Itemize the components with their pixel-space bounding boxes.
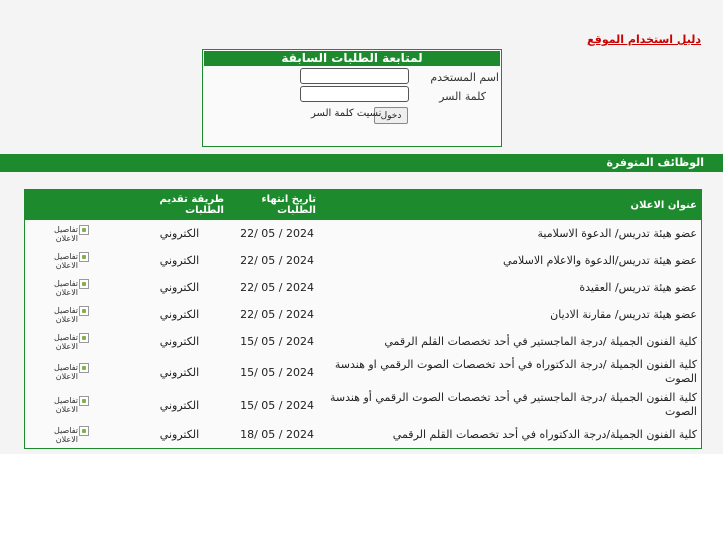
- password-input[interactable]: [300, 86, 409, 102]
- details-alt-text: تفاصيل الاعلان: [54, 425, 78, 444]
- details-alt-text: تفاصيل الاعلان: [54, 251, 78, 270]
- table-row: [25, 274, 701, 301]
- login-button[interactable]: دخول: [374, 107, 408, 124]
- job-title-cell: كلية الفنون الجميلة/درجة الدكتوراه في أحد تخصصات القلم الرقمي: [392, 427, 697, 441]
- job-title-cell: عضو هيئة تدريس/ العقيدة: [579, 280, 697, 294]
- announcement-details-link[interactable]: [49, 306, 89, 324]
- site-guide-link[interactable]: دليل استخدام الموقع: [587, 33, 701, 46]
- details-alt-text: تفاصيل الاعلان: [54, 363, 78, 381]
- details-alt-text: تفاصيل الاعلان: [54, 305, 78, 324]
- username-label: اسم المستخدم: [430, 71, 499, 84]
- announcement-details-link[interactable]: [49, 252, 89, 270]
- broken-image-icon: [79, 252, 89, 262]
- method-cell: الكتروني: [159, 398, 200, 412]
- method-cell: الكتروني: [159, 335, 200, 348]
- details-cell: [25, 225, 131, 243]
- header-details: [25, 190, 131, 220]
- details-cell: [25, 252, 131, 270]
- details-alt-text: تفاصيل الاعلان: [54, 332, 78, 351]
- table-body: [25, 220, 701, 448]
- table-row: [25, 220, 701, 247]
- job-title-cell: عضو هيئة تدريس/ مقارنة الاديان: [550, 307, 697, 321]
- details-alt-text: تفاصيل الاعلان: [54, 278, 78, 297]
- deadline-cell: 22/ 05 / 2024: [240, 281, 314, 294]
- broken-image-icon: [79, 363, 89, 373]
- job-title-cell: كلية الفنون الجميلة /درجة الماجستير في أحد تخصصات الصوت الرقمي أو هندسة الصوت: [329, 391, 697, 418]
- job-title-cell: عضو هيئة تدريس/الدعوة والاعلام الاسلامي: [503, 253, 697, 267]
- deadline-cell: 18/ 05 / 2024: [240, 428, 314, 441]
- jobs-table: [24, 189, 702, 449]
- deadline-cell: 22/ 05 / 2024: [240, 254, 314, 267]
- method-cell: الكتروني: [159, 281, 200, 294]
- method-cell: الكتروني: [159, 227, 200, 240]
- details-cell: [25, 363, 131, 381]
- announcement-details-link[interactable]: [49, 279, 89, 297]
- broken-image-icon: [79, 396, 89, 406]
- broken-image-icon: [79, 426, 89, 436]
- job-title-cell: كلية الفنون الجميلة /درجة الدكتوراه في أحد تخصصات الصوت الرقمي او هندسة الصوت: [334, 358, 697, 385]
- table-row: [25, 301, 701, 328]
- broken-image-icon: [79, 306, 89, 316]
- table-row: [25, 247, 701, 274]
- available-jobs-bar: [0, 154, 723, 172]
- header-method: طريقة تقديم الطلبات: [159, 194, 224, 216]
- table-row: [25, 328, 701, 355]
- header-title: عنوان الاعلان: [630, 199, 697, 211]
- password-label: كلمة السر: [439, 90, 486, 103]
- announcement-details-link[interactable]: [49, 225, 89, 243]
- login-title: لمتابعة الطلبات السابقة: [204, 51, 500, 66]
- table-row: [25, 389, 701, 421]
- details-cell: [25, 396, 131, 414]
- details-cell: [25, 306, 131, 324]
- broken-image-icon: [79, 279, 89, 289]
- details-cell: [25, 333, 131, 351]
- forgot-password-link[interactable]: نسيت كلمة السر: [311, 108, 382, 119]
- announcement-details-link[interactable]: [49, 333, 89, 351]
- job-title-cell: كلية الفنون الجميلة /درجة الماجستير في أحد تخصصات القلم الرقمي: [384, 334, 697, 348]
- deadline-cell: 15/ 05 / 2024: [240, 365, 314, 379]
- announcement-details-link[interactable]: [49, 363, 89, 381]
- method-cell: الكتروني: [159, 308, 200, 321]
- deadline-cell: 15/ 05 / 2024: [240, 398, 314, 412]
- header-deadline: تاريخ انتهاء الطلبات: [261, 194, 316, 216]
- table-row: [25, 355, 701, 389]
- login-panel: [202, 49, 502, 147]
- deadline-cell: 15/ 05 / 2024: [240, 335, 314, 348]
- deadline-cell: 22/ 05 / 2024: [240, 227, 314, 240]
- section-title: الوظائف المتوفرة: [606, 156, 704, 169]
- announcement-details-link[interactable]: [49, 426, 89, 444]
- details-alt-text: تفاصيل الاعلان: [54, 224, 78, 243]
- table-header: [25, 190, 701, 220]
- announcement-details-link[interactable]: [49, 396, 89, 414]
- table-row: [25, 421, 701, 448]
- deadline-cell: 22/ 05 / 2024: [240, 308, 314, 321]
- job-title-cell: عضو هيئة تدريس/ الدعوة الاسلامية: [537, 226, 697, 240]
- details-cell: [25, 279, 131, 297]
- broken-image-icon: [79, 333, 89, 343]
- method-cell: الكتروني: [159, 365, 200, 379]
- method-cell: الكتروني: [159, 254, 200, 267]
- username-input[interactable]: [300, 68, 409, 84]
- details-cell: [25, 426, 131, 444]
- broken-image-icon: [79, 225, 89, 235]
- details-alt-text: تفاصيل الاعلان: [54, 396, 78, 414]
- method-cell: الكتروني: [159, 428, 200, 441]
